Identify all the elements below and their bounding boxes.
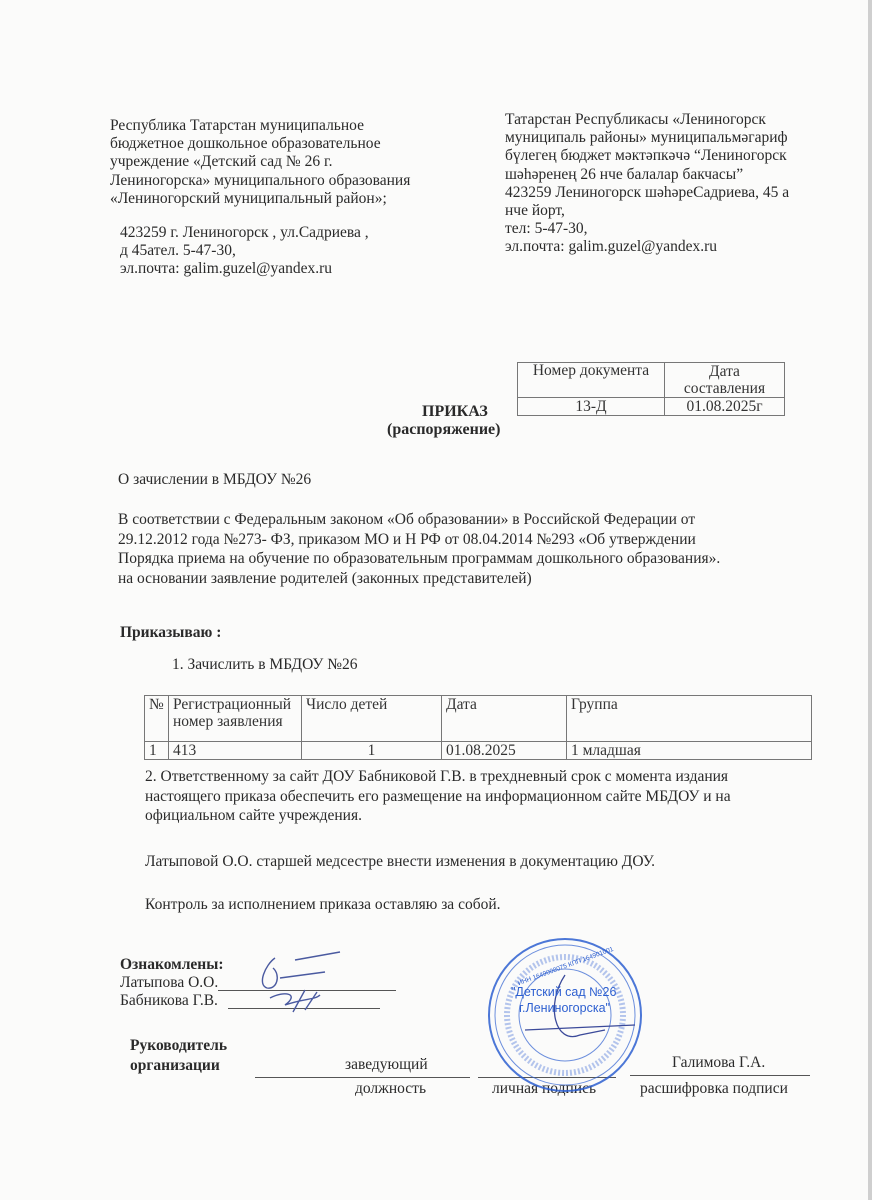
doc-number: 13-Д bbox=[518, 398, 665, 416]
header-right-line: тел: 5-47-30, bbox=[505, 220, 588, 238]
acquainted-name: Латыпова О.О. bbox=[120, 974, 219, 991]
column-header: № bbox=[145, 696, 169, 742]
stamp-inn: ИНН 1649008075 КПП 164901001 bbox=[516, 945, 615, 988]
signature-caption: личная подпись bbox=[492, 1080, 597, 1097]
column-header: Регистрационный номер заявления bbox=[169, 696, 302, 742]
position-value: заведующий bbox=[345, 1056, 428, 1073]
name-caption: расшифровка подписи bbox=[640, 1080, 788, 1097]
header-right-line: 423259 Лениногорск шәһәреСадриева, 45 а bbox=[505, 183, 790, 201]
order-word: Приказываю : bbox=[120, 624, 222, 641]
preamble-line: 29.12.2012 года №273- ФЗ, приказом МО и Н РФ от 08.04.2014 №293 «Об утверждении bbox=[118, 530, 696, 548]
name-line bbox=[630, 1075, 810, 1076]
table-cell: 413 bbox=[169, 742, 302, 760]
position-line bbox=[255, 1077, 470, 1078]
header-right bbox=[505, 111, 789, 257]
acquainted-label: Ознакомлены: bbox=[120, 956, 224, 973]
table-cell: 1 bbox=[302, 742, 442, 760]
doc-date-header: Дата составления bbox=[665, 363, 785, 398]
table-cell: 01.08.2025 bbox=[442, 742, 567, 760]
address-line: эл.почта: galim.guzel@yandex.ru bbox=[120, 260, 333, 278]
header-left-line: бюджетное дошкольное образовательное bbox=[110, 135, 381, 153]
order-item-3: Латыповой О.О. старшей медсестре внести изменения в документацию ДОУ. bbox=[145, 853, 656, 870]
stamp-text: "Детский сад №26 bbox=[511, 985, 617, 999]
doc-date: 01.08.2025г bbox=[665, 398, 785, 416]
page-subtitle: (распоряжение) bbox=[387, 421, 501, 438]
order-item-1: 1. Зачислить в МБДОУ №26 bbox=[172, 656, 358, 673]
acquainted-name: Бабникова Г.В. bbox=[120, 992, 218, 1009]
official-stamp bbox=[485, 935, 645, 1095]
order-item-4: Контроль за исполнением приказа оставляю за собой. bbox=[145, 896, 501, 913]
header-right-line: муниципаль районы» муниципальмәгариф bbox=[505, 129, 788, 147]
header-right-line: Татарстан Республикасы «Лениногорск bbox=[505, 111, 766, 128]
item2-line: официальном сайте учреждения. bbox=[145, 807, 362, 824]
header-left-address bbox=[120, 224, 369, 279]
header-left-line: Республика Татарстан муниципальное bbox=[110, 117, 364, 134]
position-caption: должность bbox=[355, 1080, 427, 1097]
handwritten-signature-icon bbox=[245, 950, 355, 1020]
stamp-circle-icon bbox=[485, 935, 645, 1095]
scan-edge bbox=[868, 0, 872, 1200]
document-number-table bbox=[517, 362, 785, 416]
header-left bbox=[110, 117, 410, 208]
enrollment-table bbox=[144, 695, 812, 760]
order-item-2 bbox=[145, 767, 731, 826]
table-cell: 1 младшая bbox=[567, 742, 812, 760]
page-title: ПРИКАЗ bbox=[422, 403, 488, 420]
table-row bbox=[145, 742, 812, 760]
preamble bbox=[118, 510, 720, 588]
column-header: Группа bbox=[567, 696, 812, 742]
preamble-line: Порядка приема на обучение по образовательным программам дошкольного образования». bbox=[118, 550, 721, 567]
item2-line: 2. Ответственному за сайт ДОУ Бабниковой Г.В. в трехдневный срок с момента издания bbox=[145, 768, 729, 785]
header-right-line: эл.почта: galim.guzel@yandex.ru bbox=[505, 238, 718, 256]
order-subject: О зачислении в МБДОУ №26 bbox=[118, 471, 312, 488]
preamble-line: В соответствии с Федеральным законом «Об образовании» в Российской Федерации от bbox=[118, 511, 696, 528]
doc-number-header: Номер документа bbox=[518, 363, 665, 398]
stamp-text: г.Лениногорска" bbox=[519, 1001, 610, 1015]
header-right-line: нче йорт, bbox=[505, 202, 565, 220]
header-right-line: шәһәренең 26 нче балалар бакчасы” bbox=[505, 165, 744, 183]
table-cell: 1 bbox=[145, 742, 169, 760]
address-line: 423259 г. Лениногорск , ул.Садриева , bbox=[120, 224, 369, 241]
item2-line: настоящего приказа обеспечить его размещение на информационном сайте МБДОУ и на bbox=[145, 787, 731, 805]
signatory-name: Галимова Г.А. bbox=[672, 1054, 766, 1071]
head-label: Руководитель bbox=[130, 1037, 228, 1054]
header-left-line: Лениногорска» муниципального образования bbox=[110, 171, 411, 189]
head-label: организации bbox=[130, 1057, 220, 1074]
header-left-line: учреждение «Детский сад № 26 г. bbox=[110, 153, 333, 171]
preamble-line: на основании заявление родителей (законных представителей) bbox=[118, 569, 532, 587]
column-header: Число детей bbox=[302, 696, 442, 742]
header-left-line: «Лениногорский муниципальный район»; bbox=[110, 189, 387, 207]
column-header: Дата bbox=[442, 696, 567, 742]
address-line: д 45ател. 5-47-30, bbox=[120, 242, 236, 260]
header-right-line: бүлегең бюджет мәктәпкәчә “Лениногорск bbox=[505, 147, 787, 165]
